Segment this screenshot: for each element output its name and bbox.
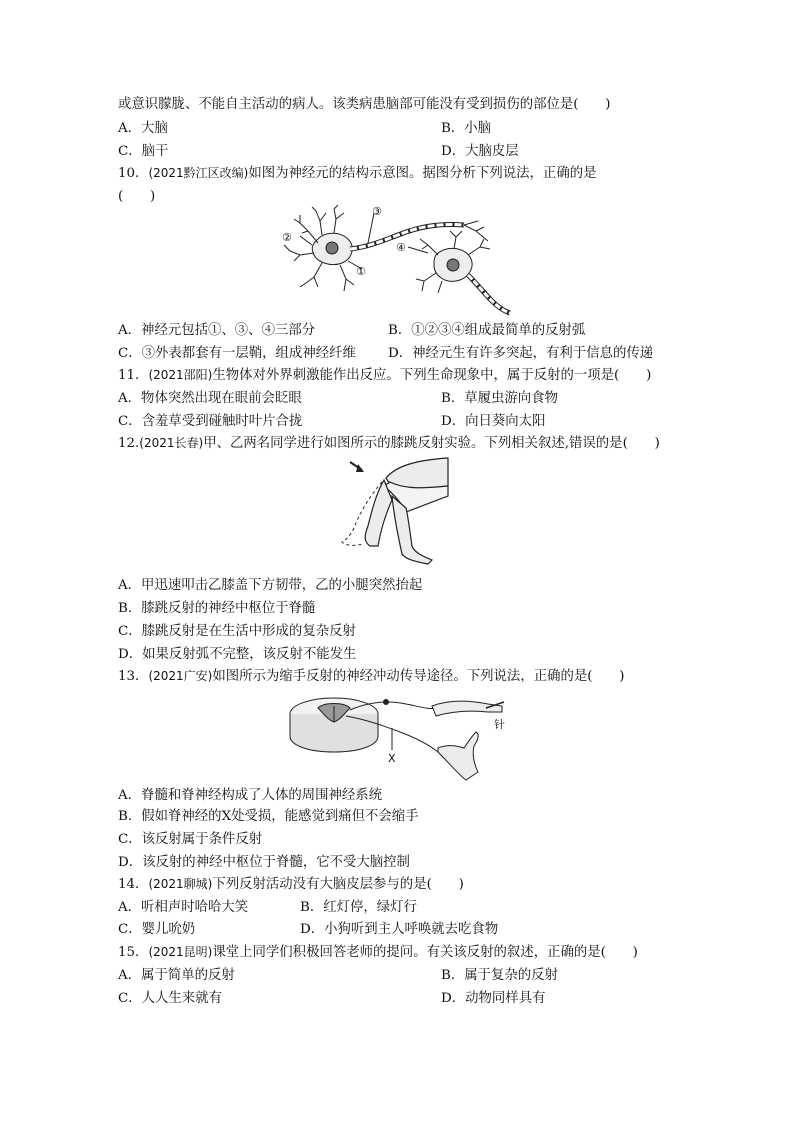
q11-option-b: B．草履虫游向食物 (441, 391, 558, 406)
q13-option-b: B．假如脊神经的X处受损，能感觉到痛但不会缩手 (118, 809, 419, 824)
q15-option-c: C．人人生来就有 (118, 991, 222, 1006)
dendrite (438, 281, 442, 293)
q14-option-a: A．听相声时哈哈大笑 (118, 900, 249, 915)
q9-option-d: D．大脑皮层 (441, 144, 519, 159)
label-1: ① (356, 265, 366, 278)
q11-option-c: C．含羞草受到碰触时叶片合拢 (118, 414, 303, 429)
knee-jerk-figure (336, 456, 454, 568)
q15-option-d: D．动物同样具有 (441, 991, 546, 1006)
dendrite (450, 231, 462, 249)
question-number: 14． (118, 877, 149, 892)
q13-option-d: D．该反射的神经中枢位于脊髓，它不受大脑控制 (118, 855, 410, 870)
lower-leg-front (365, 480, 392, 546)
q11-option-a: A．物体突然出现在眼前会眨眼 (118, 391, 302, 406)
nucleus-1 (326, 242, 338, 254)
axon-outer (350, 224, 464, 249)
dendrite (334, 205, 344, 233)
ganglion (384, 700, 389, 705)
dendrite (340, 265, 354, 291)
question-source: (2021聊城) (148, 877, 213, 891)
neuron-figure (278, 203, 516, 318)
label-needle: 针 (494, 718, 505, 731)
question-source: (2021广安) (148, 669, 213, 683)
question-text: 如图为神经元的结构示意图。据图分析下列说法，正确的是 (248, 166, 597, 181)
q10-stem (118, 165, 597, 182)
question-number: 13． (118, 669, 149, 684)
q15-option-b: B．属于复杂的反射 (441, 968, 558, 983)
q13-option-a: A．脊髓和脊神经构成了人体的周围神经系统 (118, 788, 383, 803)
q9-option-b: B．小脑 (441, 121, 492, 136)
label-3: ③ (372, 205, 382, 218)
q13-option-c: C．该反射属于条件反射 (118, 832, 263, 847)
leader-line-4 (408, 247, 428, 253)
question-text: 如图所示为缩手反射的神经冲动传导途径。下列说法，正确的是( ) (212, 669, 625, 684)
withdrawal-reflex-figure (288, 692, 510, 782)
q12-stem (118, 435, 660, 452)
q10-stem-cont: ( ) (118, 189, 156, 204)
question-text: 甲、乙两名同学进行如图所示的膝跳反射实验。下列相关叙述,错误的是( ) (203, 436, 660, 451)
question-source: (2021邵阳) (148, 368, 213, 382)
q11-stem (118, 367, 651, 384)
question-source: (2021昆明) (148, 945, 213, 959)
q9-option-a: A．大脑 (118, 121, 168, 136)
dendrite (312, 207, 326, 235)
dendrite (284, 245, 314, 261)
q10-option-d: D．神经元生有许多突起，有利于信息的传递 (388, 346, 654, 361)
question-number: 12. (118, 436, 140, 451)
label-2: ② (282, 231, 292, 244)
q15-option-a: A．属于简单的反射 (118, 968, 235, 983)
dendrite (420, 239, 438, 255)
dendrite (468, 239, 490, 255)
label-x: X (388, 752, 396, 765)
q12-option-c: C．膝跳反射是在生活中形成的复杂反射 (118, 624, 356, 639)
q12-option-d: D．如果反射弧不完整，该反射不能发生 (118, 647, 357, 662)
question-text: 下列反射活动没有大脑皮层参与的是( ) (212, 877, 464, 892)
dendrite (300, 263, 322, 287)
question-number: 15． (118, 945, 149, 960)
leader-line-2 (300, 236, 312, 245)
q12-option-a: A．甲迅速叩击乙膝盖下方韧带，乙的小腿突然抬起 (118, 578, 423, 593)
nucleus-2 (447, 259, 459, 271)
question-number: 10． (118, 166, 149, 181)
question-source: (2021黔江区改编) (148, 166, 249, 180)
q14-option-b: B．红灯停，绿灯行 (300, 900, 417, 915)
label-4: ④ (396, 241, 406, 254)
question-text: 生物体对外界刺激能作出反应。下列生命现象中，属于反射的一项是( ) (212, 368, 652, 383)
question-text: 课堂上同学们积极回答老师的提问。有关该反射的叙述，正确的是( ) (212, 945, 638, 960)
q12-option-b: B．膝跳反射的神经中枢位于脊髓 (118, 601, 316, 616)
q15-stem (118, 944, 638, 961)
q9-option-c: C．脑干 (118, 144, 169, 159)
q10-option-c: C．③外表都套有一层鞘，组成神经纤维 (118, 346, 356, 361)
question-number: 11． (118, 368, 149, 383)
q9-stem: 或意识朦胧、不能自主活动的病人。该类病患脑部可能没有受到损伤的部位是( ) (118, 97, 611, 112)
q10-option-b: B．①②③④组成最简单的反射弧 (388, 323, 586, 338)
question-source: (2021长春) (139, 436, 204, 450)
q14-stem (118, 876, 464, 893)
q11-option-d: D．向日葵向太阳 (441, 414, 546, 429)
arm-withdrawn (438, 732, 478, 780)
q13-stem (118, 668, 625, 685)
axon-terminal (464, 221, 488, 241)
q14-option-c: C．婴儿吮奶 (118, 922, 196, 937)
dendrite (416, 273, 436, 291)
upper-arm-extended (432, 701, 502, 716)
q14-option-d: D．小狗听到主人呼唤就去吃食物 (300, 922, 499, 937)
q10-option-a: A．神经元包括①、③、④三部分 (118, 323, 316, 338)
arrow-head (356, 464, 364, 472)
dendrite (294, 215, 318, 243)
